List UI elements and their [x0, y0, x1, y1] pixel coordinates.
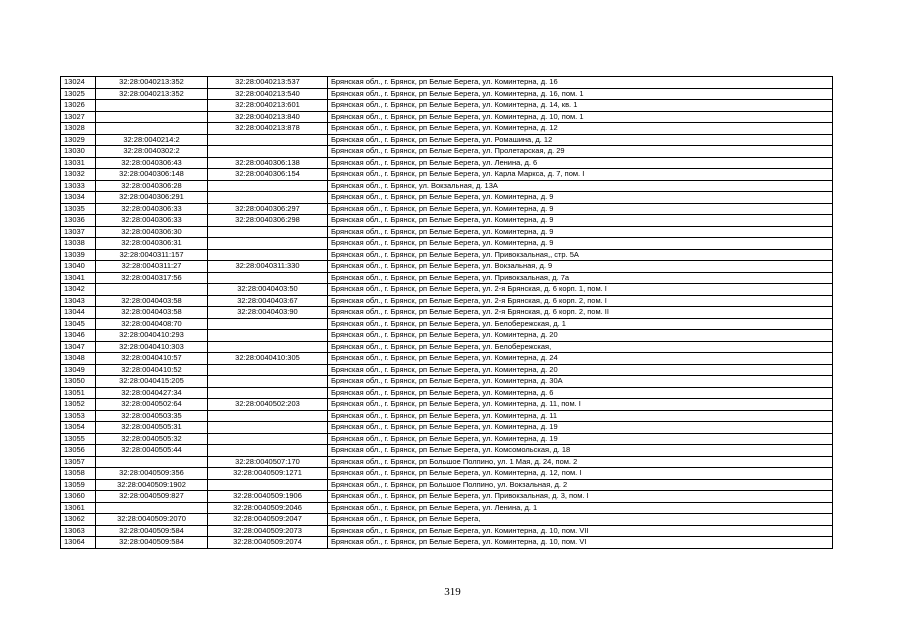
- table-row: [61, 203, 833, 215]
- address-cell: Брянская обл., г. Брянск, рп Белые Берега, ул. Коминтерна, д. 9: [328, 215, 833, 227]
- object-cadastral-cell: 32:28:0040502:203: [208, 399, 328, 411]
- row-number-cell: 13035: [61, 203, 96, 215]
- row-number-cell: 13051: [61, 387, 96, 399]
- table-row: [61, 468, 833, 480]
- object-cadastral-cell: 32:28:0040403:90: [208, 307, 328, 319]
- parcel-cadastral-cell: 32:28:0040509:584: [96, 537, 208, 549]
- parcel-cadastral-cell: 32:28:0040213:352: [96, 77, 208, 89]
- row-number-cell: 13062: [61, 514, 96, 526]
- address-cell: Брянская обл., г. Брянск, рп Белые Берега, ул. Ленина, д. 6: [328, 157, 833, 169]
- object-cadastral-cell: [208, 192, 328, 204]
- row-number-cell: 13054: [61, 422, 96, 434]
- address-cell: Брянская обл., г. Брянск, рп Белые Берега, ул. Коминтерна, д. 10, пом. VI: [328, 537, 833, 549]
- parcel-cadastral-cell: 32:28:0040306:33: [96, 215, 208, 227]
- row-number-cell: 13029: [61, 134, 96, 146]
- table-row: [61, 169, 833, 181]
- object-cadastral-cell: 32:28:0040306:138: [208, 157, 328, 169]
- table-row: [61, 341, 833, 353]
- address-cell: Брянская обл., г. Брянск, рп Белые Берега, ул. Коминтерна, д. 20: [328, 364, 833, 376]
- object-cadastral-cell: [208, 433, 328, 445]
- object-cadastral-cell: [208, 341, 328, 353]
- object-cadastral-cell: 32:28:0040311:330: [208, 261, 328, 273]
- row-number-cell: 13027: [61, 111, 96, 123]
- registry-table-body: [61, 77, 833, 549]
- address-cell: Брянская обл., г. Брянск, рп Белые Берега, ул. Коминтерна, д. 19: [328, 433, 833, 445]
- parcel-cadastral-cell: [96, 123, 208, 135]
- address-cell: Брянская обл., г. Брянск, рп Белые Берега, ул. Ленина, д. 1: [328, 502, 833, 514]
- parcel-cadastral-cell: 32:28:0040509:356: [96, 468, 208, 480]
- parcel-cadastral-cell: [96, 111, 208, 123]
- row-number-cell: 13052: [61, 399, 96, 411]
- address-cell: Брянская обл., г. Брянск, рп Белые Берега, ул. Коминтерна, д. 12: [328, 123, 833, 135]
- row-number-cell: 13041: [61, 272, 96, 284]
- row-number-cell: 13063: [61, 525, 96, 537]
- row-number-cell: 13056: [61, 445, 96, 457]
- object-cadastral-cell: [208, 180, 328, 192]
- table-row: [61, 433, 833, 445]
- parcel-cadastral-cell: 32:28:0040505:31: [96, 422, 208, 434]
- object-cadastral-cell: 32:28:0040306:298: [208, 215, 328, 227]
- parcel-cadastral-cell: 32:28:0040306:291: [96, 192, 208, 204]
- row-number-cell: 13061: [61, 502, 96, 514]
- parcel-cadastral-cell: 32:28:0040502:64: [96, 399, 208, 411]
- table-row: [61, 157, 833, 169]
- address-cell: Брянская обл., г. Брянск, рп Белые Берега, ул. 2-я Брянская, д. 6 корп. 2, пом. II: [328, 307, 833, 319]
- table-row: [61, 146, 833, 158]
- address-cell: Брянская обл., г. Брянск, рп Белые Берега, ул. Коминтерна, д. 9: [328, 226, 833, 238]
- parcel-cadastral-cell: 32:28:0040306:43: [96, 157, 208, 169]
- address-cell: Брянская обл., г. Брянск, рп Белые Берега, ул. Коминтерна, д. 14, кв. 1: [328, 100, 833, 112]
- parcel-cadastral-cell: 32:28:0040311:27: [96, 261, 208, 273]
- parcel-cadastral-cell: [96, 502, 208, 514]
- table-row: [61, 479, 833, 491]
- row-number-cell: 13058: [61, 468, 96, 480]
- table-row: [61, 410, 833, 422]
- parcel-cadastral-cell: 32:28:0040408:70: [96, 318, 208, 330]
- row-number-cell: 13024: [61, 77, 96, 89]
- row-number-cell: 13032: [61, 169, 96, 181]
- object-cadastral-cell: [208, 226, 328, 238]
- table-row: [61, 123, 833, 135]
- address-cell: Брянская обл., г. Брянск, рп Большое Полпино, ул. Вокзальная, д. 2: [328, 479, 833, 491]
- object-cadastral-cell: 32:28:0040306:154: [208, 169, 328, 181]
- parcel-cadastral-cell: 32:28:0040302:2: [96, 146, 208, 158]
- object-cadastral-cell: 32:28:0040509:2046: [208, 502, 328, 514]
- parcel-cadastral-cell: 32:28:0040410:293: [96, 330, 208, 342]
- address-cell: Брянская обл., г. Брянск, рп Белые Берега, ул. Коминтерна, д. 30А: [328, 376, 833, 388]
- table-row: [61, 491, 833, 503]
- row-number-cell: 13060: [61, 491, 96, 503]
- object-cadastral-cell: 32:28:0040509:2073: [208, 525, 328, 537]
- row-number-cell: 13043: [61, 295, 96, 307]
- table-row: [61, 330, 833, 342]
- parcel-cadastral-cell: 32:28:0040503:35: [96, 410, 208, 422]
- parcel-cadastral-cell: 32:28:0040306:33: [96, 203, 208, 215]
- row-number-cell: 13064: [61, 537, 96, 549]
- parcel-cadastral-cell: [96, 456, 208, 468]
- table-row: [61, 353, 833, 365]
- object-cadastral-cell: 32:28:0040213:540: [208, 88, 328, 100]
- table-row: [61, 445, 833, 457]
- object-cadastral-cell: 32:28:0040509:2047: [208, 514, 328, 526]
- parcel-cadastral-cell: 32:28:0040509:827: [96, 491, 208, 503]
- address-cell: Брянская обл., г. Брянск, рп Белые Берега, ул. Коминтерна, д. 10, пом. 1: [328, 111, 833, 123]
- parcel-cadastral-cell: 32:28:0040509:1902: [96, 479, 208, 491]
- row-number-cell: 13025: [61, 88, 96, 100]
- row-number-cell: 13026: [61, 100, 96, 112]
- object-cadastral-cell: 32:28:0040213:840: [208, 111, 328, 123]
- table-row: [61, 399, 833, 411]
- row-number-cell: 13033: [61, 180, 96, 192]
- parcel-cadastral-cell: 32:28:0040311:157: [96, 249, 208, 261]
- row-number-cell: 13045: [61, 318, 96, 330]
- address-cell: Брянская обл., г. Брянск, рп Белые Берега, ул. Коминтерна, д. 9: [328, 192, 833, 204]
- table-row: [61, 537, 833, 549]
- table-row: [61, 192, 833, 204]
- parcel-cadastral-cell: 32:28:0040403:58: [96, 295, 208, 307]
- address-cell: Брянская обл., г. Брянск, рп Белые Берега, ул. Привокзальная, д. 3, пом. I: [328, 491, 833, 503]
- table-row: [61, 514, 833, 526]
- object-cadastral-cell: [208, 134, 328, 146]
- page-number: 319: [444, 586, 461, 598]
- table-row: [61, 215, 833, 227]
- table-row: [61, 88, 833, 100]
- row-number-cell: 13044: [61, 307, 96, 319]
- table-row: [61, 134, 833, 146]
- address-cell: Брянская обл., г. Брянск, рп Белые Берега, ул. Ромашина, д. 12: [328, 134, 833, 146]
- object-cadastral-cell: 32:28:0040509:2074: [208, 537, 328, 549]
- table-row: [61, 272, 833, 284]
- parcel-cadastral-cell: 32:28:0040505:44: [96, 445, 208, 457]
- address-cell: Брянская обл., г. Брянск, рп Белые Берега,: [328, 514, 833, 526]
- row-number-cell: 13042: [61, 284, 96, 296]
- object-cadastral-cell: 32:28:0040403:50: [208, 284, 328, 296]
- object-cadastral-cell: [208, 410, 328, 422]
- address-cell: Брянская обл., г. Брянск, рп Белые Берега, ул. Коминтерна, д. 16, пом. 1: [328, 88, 833, 100]
- parcel-cadastral-cell: 32:28:0040306:30: [96, 226, 208, 238]
- row-number-cell: 13057: [61, 456, 96, 468]
- table-row: [61, 100, 833, 112]
- parcel-cadastral-cell: 32:28:0040317:56: [96, 272, 208, 284]
- address-cell: Брянская обл., г. Брянск, рп Белые Берега, ул. Коминтерна, д. 6: [328, 387, 833, 399]
- parcel-cadastral-cell: 32:28:0040410:303: [96, 341, 208, 353]
- address-cell: Брянская обл., г. Брянск, рп Белые Берега, ул. Коминтерна, д. 12, пом. I: [328, 468, 833, 480]
- parcel-cadastral-cell: 32:28:0040505:32: [96, 433, 208, 445]
- address-cell: Брянская обл., г. Брянск, рп Белые Берега, ул. Пролетарская, д. 29: [328, 146, 833, 158]
- registry-table: [60, 76, 833, 549]
- table-row: [61, 249, 833, 261]
- object-cadastral-cell: 32:28:0040213:601: [208, 100, 328, 112]
- object-cadastral-cell: [208, 318, 328, 330]
- parcel-cadastral-cell: 32:28:0040213:352: [96, 88, 208, 100]
- parcel-cadastral-cell: 32:28:0040214:2: [96, 134, 208, 146]
- parcel-cadastral-cell: 32:28:0040403:58: [96, 307, 208, 319]
- object-cadastral-cell: [208, 479, 328, 491]
- address-cell: Брянская обл., г. Брянск, рп Белые Берега, ул. Коминтерна, д. 20: [328, 330, 833, 342]
- table-row: [61, 77, 833, 89]
- parcel-cadastral-cell: 32:28:0040427:34: [96, 387, 208, 399]
- parcel-cadastral-cell: [96, 100, 208, 112]
- table-row: [61, 226, 833, 238]
- address-cell: Брянская обл., г. Брянск, рп Большое Полпино, ул. 1 Мая, д. 24, пом. 2: [328, 456, 833, 468]
- object-cadastral-cell: [208, 422, 328, 434]
- object-cadastral-cell: [208, 364, 328, 376]
- row-number-cell: 13059: [61, 479, 96, 491]
- address-cell: Брянская обл., г. Брянск, рп Белые Берега, ул. Белобережская, д. 1: [328, 318, 833, 330]
- table-row: [61, 307, 833, 319]
- row-number-cell: 13037: [61, 226, 96, 238]
- object-cadastral-cell: [208, 146, 328, 158]
- object-cadastral-cell: 32:28:0040306:297: [208, 203, 328, 215]
- row-number-cell: 13030: [61, 146, 96, 158]
- object-cadastral-cell: [208, 445, 328, 457]
- parcel-cadastral-cell: 32:28:0040306:148: [96, 169, 208, 181]
- row-number-cell: 13039: [61, 249, 96, 261]
- address-cell: Брянская обл., г. Брянск, рп Белые Берега, ул. Коминтерна, д. 10, пом. VII: [328, 525, 833, 537]
- table-row: [61, 376, 833, 388]
- table-row: [61, 295, 833, 307]
- address-cell: Брянская обл., г. Брянск, рп Белые Берега, ул. Привокзальная,, стр. 5А: [328, 249, 833, 261]
- table-row: [61, 456, 833, 468]
- address-cell: Брянская обл., г. Брянск, рп Белые Берега, ул. Коминтерна, д. 9: [328, 203, 833, 215]
- object-cadastral-cell: [208, 376, 328, 388]
- object-cadastral-cell: [208, 272, 328, 284]
- parcel-cadastral-cell: 32:28:0040306:28: [96, 180, 208, 192]
- object-cadastral-cell: 32:28:0040403:67: [208, 295, 328, 307]
- object-cadastral-cell: 32:28:0040509:1906: [208, 491, 328, 503]
- table-row: [61, 422, 833, 434]
- table-row: [61, 261, 833, 273]
- row-number-cell: 13046: [61, 330, 96, 342]
- parcel-cadastral-cell: [96, 284, 208, 296]
- object-cadastral-cell: 32:28:0040213:878: [208, 123, 328, 135]
- address-cell: Брянская обл., г. Брянск, ул. Вокзальная, д. 13А: [328, 180, 833, 192]
- address-cell: Брянская обл., г. Брянск, рп Белые Берега, ул. 2-я Брянская, д. 6 корп. 2, пом. I: [328, 295, 833, 307]
- parcel-cadastral-cell: 32:28:0040410:52: [96, 364, 208, 376]
- row-number-cell: 13040: [61, 261, 96, 273]
- address-cell: Брянская обл., г. Брянск, рп Белые Берега, ул. Коминтерна, д. 19: [328, 422, 833, 434]
- object-cadastral-cell: [208, 387, 328, 399]
- row-number-cell: 13038: [61, 238, 96, 250]
- row-number-cell: 13053: [61, 410, 96, 422]
- row-number-cell: 13047: [61, 341, 96, 353]
- table-row: [61, 180, 833, 192]
- table-row: [61, 387, 833, 399]
- address-cell: Брянская обл., г. Брянск, рп Белые Берега, ул. Карла Маркса, д. 7, пом. I: [328, 169, 833, 181]
- row-number-cell: 13049: [61, 364, 96, 376]
- table-row: [61, 111, 833, 123]
- parcel-cadastral-cell: 32:28:0040509:2070: [96, 514, 208, 526]
- row-number-cell: 13050: [61, 376, 96, 388]
- address-cell: Брянская обл., г. Брянск, рп Белые Берега, ул. Комсомольская, д. 18: [328, 445, 833, 457]
- table-row: [61, 318, 833, 330]
- object-cadastral-cell: 32:28:0040507:170: [208, 456, 328, 468]
- address-cell: Брянская обл., г. Брянск, рп Белые Берега, ул. Коминтерна, д. 11, пом. I: [328, 399, 833, 411]
- table-row: [61, 525, 833, 537]
- parcel-cadastral-cell: 32:28:0040509:584: [96, 525, 208, 537]
- address-cell: Брянская обл., г. Брянск, рп Белые Берега, ул. Привокзальная, д. 7а: [328, 272, 833, 284]
- row-number-cell: 13034: [61, 192, 96, 204]
- table-row: [61, 284, 833, 296]
- object-cadastral-cell: 32:28:0040213:537: [208, 77, 328, 89]
- address-cell: Брянская обл., г. Брянск, рп Белые Берега, ул. Коминтерна, д. 24: [328, 353, 833, 365]
- address-cell: Брянская обл., г. Брянск, рп Белые Берега, ул. Вокзальная, д. 9: [328, 261, 833, 273]
- object-cadastral-cell: [208, 249, 328, 261]
- object-cadastral-cell: 32:28:0040509:1271: [208, 468, 328, 480]
- object-cadastral-cell: [208, 330, 328, 342]
- table-row: [61, 364, 833, 376]
- row-number-cell: 13055: [61, 433, 96, 445]
- row-number-cell: 13031: [61, 157, 96, 169]
- address-cell: Брянская обл., г. Брянск, рп Белые Берега, ул. Коминтерна, д. 9: [328, 238, 833, 250]
- parcel-cadastral-cell: 32:28:0040410:57: [96, 353, 208, 365]
- row-number-cell: 13048: [61, 353, 96, 365]
- object-cadastral-cell: 32:28:0040410:305: [208, 353, 328, 365]
- address-cell: Брянская обл., г. Брянск, рп Белые Берега, ул. 2-я Брянская, д. 6 корп. 1, пом. I: [328, 284, 833, 296]
- address-cell: Брянская обл., г. Брянск, рп Белые Берега, ул. Коминтерна, д. 16: [328, 77, 833, 89]
- table-row: [61, 502, 833, 514]
- table-row: [61, 238, 833, 250]
- address-cell: Брянская обл., г. Брянск, рп Белые Берега, ул. Белобережская,: [328, 341, 833, 353]
- parcel-cadastral-cell: 32:28:0040415:205: [96, 376, 208, 388]
- object-cadastral-cell: [208, 238, 328, 250]
- row-number-cell: 13028: [61, 123, 96, 135]
- row-number-cell: 13036: [61, 215, 96, 227]
- address-cell: Брянская обл., г. Брянск, рп Белые Берега, ул. Коминтерна, д. 11: [328, 410, 833, 422]
- parcel-cadastral-cell: 32:28:0040306:31: [96, 238, 208, 250]
